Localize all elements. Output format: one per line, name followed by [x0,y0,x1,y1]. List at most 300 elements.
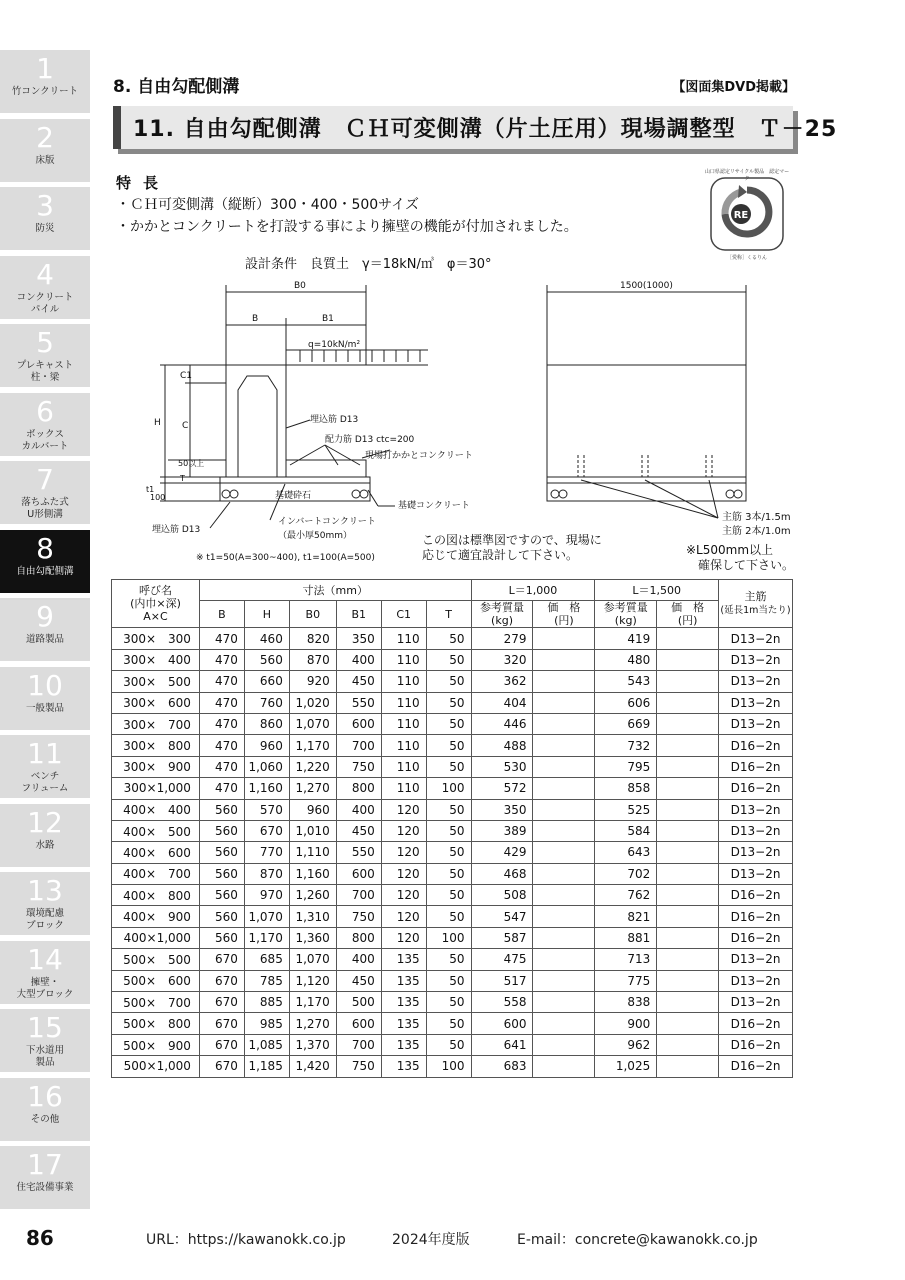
table-cell: 450 [336,970,381,991]
table-cell: D16−2n [719,1034,793,1055]
table-cell [657,970,719,991]
table-cell: 1,260 [289,885,336,906]
chapter-tab-label: 水路 [35,839,55,851]
table-cell: 460 [244,628,289,649]
table-cell: 560 [199,885,244,906]
chapter-tab-number: 13 [27,874,63,907]
table-cell: 560 [199,927,244,948]
table-cell: 700 [336,1034,381,1055]
table-cell [533,778,595,799]
table-cell: D13−2n [719,820,793,841]
table-cell: D13−2n [719,970,793,991]
standard-drawing-note: この図は標準図ですので、現場に 応じて適宜設計して下さい。 [422,533,602,562]
table-cell: 858 [595,778,657,799]
chapter-tab-9[interactable] [0,598,90,661]
table-cell: 50 [426,906,471,927]
table-cell: D13−2n [719,713,793,734]
table-cell: 50 [426,671,471,692]
table-row [112,713,793,734]
table-cell: 702 [595,863,657,884]
chapter-tab-label: 床版 [35,154,55,166]
table-cell [657,949,719,970]
table-cell: 820 [289,628,336,649]
table-cell: 885 [244,992,289,1013]
table-cell [533,863,595,884]
table-cell: 419 [595,628,657,649]
label-invert-min: （最小厚50mm） [278,531,352,541]
table-cell: 470 [199,713,244,734]
cell-name: 300× 900 [112,756,200,777]
table-cell: 100 [426,778,471,799]
table-cell: D13−2n [719,863,793,884]
table-cell: 135 [381,1034,426,1055]
table-cell [533,692,595,713]
table-cell: 50 [426,970,471,991]
chapter-tab-label: コンクリート パイル [16,291,74,315]
table-cell: 135 [381,1056,426,1077]
label-main-bar-2: 主筋 2本/1.0m [722,526,791,537]
table-cell: D13−2n [719,799,793,820]
table-cell: 1,185 [244,1056,289,1077]
table-row [112,628,793,649]
label-embed-bottom: 埋込筋 D13 [152,525,201,535]
chapter-tab-17[interactable] [0,1146,90,1209]
l500-note: ※L500mm以上 確保して下さい。 [686,543,795,572]
table-row [112,735,793,756]
table-cell: 110 [381,713,426,734]
table-cell: 446 [471,713,533,734]
table-row [112,1034,793,1055]
label-length: 1500(1000) [620,281,673,291]
table-cell: 1,060 [244,756,289,777]
table-cell: 560 [199,842,244,863]
chapter-tab-13[interactable] [0,872,90,935]
table-cell [533,906,595,927]
table-cell: 525 [595,799,657,820]
header-price-1000: 価 格 (円) [533,601,595,628]
table-cell: 775 [595,970,657,991]
table-cell [657,1056,719,1077]
table-row [112,842,793,863]
table-cell: 400 [336,949,381,970]
table-cell: D13−2n [719,992,793,1013]
table-cell [657,628,719,649]
table-cell [657,735,719,756]
table-cell: 670 [199,970,244,991]
cell-name: 400× 800 [112,885,200,906]
table-cell: 50 [426,842,471,863]
header-l1000: L＝1,000 [471,580,595,601]
table-cell: 450 [336,820,381,841]
chapter-tab-number: 16 [27,1079,63,1113]
table-cell: 389 [471,820,533,841]
table-cell [657,1034,719,1055]
table-cell: 560 [244,649,289,670]
table-cell: 470 [199,671,244,692]
header-mass-1000: 参考質量 (kg) [471,601,533,628]
table-cell: 1,310 [289,906,336,927]
table-cell: 547 [471,906,533,927]
chapter-tab-label: 竹コンクリート [11,86,79,97]
chapter-tab-label: 擁壁・ 大型ブロック [16,976,74,1000]
table-cell: 508 [471,885,533,906]
table-cell: 838 [595,992,657,1013]
table-cell [657,885,719,906]
table-cell: 800 [336,927,381,948]
table-cell: 550 [336,692,381,713]
table-cell [533,735,595,756]
table-cell: 50 [426,649,471,670]
label-t1: t1 [146,485,155,494]
table-cell [657,799,719,820]
table-cell: 135 [381,992,426,1013]
table-cell: 762 [595,885,657,906]
table-row [112,992,793,1013]
chapter-tab-label: 一般製品 [25,702,64,714]
chapter-tab-label: 環境配慮 ブロック [25,908,64,931]
table-cell: 870 [289,649,336,670]
table-cell: D13−2n [719,671,793,692]
table-cell: D16−2n [719,927,793,948]
cell-name: 300× 400 [112,649,200,670]
cell-name: 400× 500 [112,820,200,841]
table-cell: 120 [381,927,426,948]
table-cell: 670 [199,1013,244,1034]
table-cell: 660 [244,671,289,692]
chapter-tab-number: 7 [36,463,54,496]
label-gravel: 基礎砕石 [275,491,312,501]
table-cell: 480 [595,649,657,670]
table-row [112,863,793,884]
table-cell: 700 [336,735,381,756]
table-cell [533,927,595,948]
table-cell: 50 [426,949,471,970]
table-cell: 700 [336,885,381,906]
table-cell: 1,025 [595,1056,657,1077]
table-row [112,671,793,692]
table-cell [657,992,719,1013]
table-cell [657,820,719,841]
chapter-tab-7[interactable] [0,461,90,524]
table-cell: 750 [336,1056,381,1077]
table-cell: 643 [595,842,657,863]
table-cell: 400 [336,799,381,820]
chapter-tab-label: 自由勾配側溝 [16,565,74,577]
table-cell: 1,170 [244,927,289,948]
table-cell: 1,220 [289,756,336,777]
table-cell [533,992,595,1013]
table-cell [533,820,595,841]
table-cell [533,970,595,991]
cell-name: 500× 800 [112,1013,200,1034]
table-cell: 470 [199,649,244,670]
table-cell [657,927,719,948]
features-heading: 特長 [116,174,171,192]
table-cell: 50 [426,863,471,884]
table-cell: 110 [381,671,426,692]
table-cell: 530 [471,756,533,777]
chapter-tab-number: 9 [36,600,54,633]
section-title: 8. 自由勾配側溝 [113,77,240,97]
table-cell: 110 [381,735,426,756]
table-cell: 962 [595,1034,657,1055]
table-cell [533,1056,595,1077]
table-row [112,1013,793,1034]
label-T: T [180,474,185,483]
table-cell: 50 [426,628,471,649]
chapter-tab-12[interactable] [0,804,90,867]
table-cell: 470 [199,778,244,799]
table-row [112,927,793,948]
table-cell: 470 [199,735,244,756]
chapter-tab-5[interactable] [0,324,90,387]
table-cell: 1,010 [289,820,336,841]
dvd-note: 【図面集DVD掲載】 [672,80,795,95]
label-main-bar-1: 主筋 3本/1.5m [722,512,791,523]
chapter-tab-label: その他 [30,1113,60,1125]
table-cell: D16−2n [719,778,793,799]
table-cell: 517 [471,970,533,991]
label-over50: 50以上 [178,459,205,468]
cell-name: 500× 500 [112,949,200,970]
table-cell: D16−2n [719,1013,793,1034]
cell-name: 400× 400 [112,799,200,820]
table-cell: 600 [471,1013,533,1034]
table-cell: D16−2n [719,885,793,906]
chapter-tab-label: 住宅設備事業 [16,1182,74,1193]
table-cell: 750 [336,756,381,777]
table-cell: 100 [426,927,471,948]
table-cell: 560 [199,820,244,841]
table-cell: 584 [595,820,657,841]
chapter-tab-number: 6 [36,394,54,428]
header-l1500: L＝1,500 [595,580,719,601]
table-cell: 600 [336,1013,381,1034]
table-cell: 120 [381,799,426,820]
chapter-tab-label: 落ちふた式 U形側溝 [21,497,69,520]
table-cell: 1,370 [289,1034,336,1055]
chapter-tab-16[interactable] [0,1078,90,1141]
table-row [112,778,793,799]
header-mass-1500: 参考質量 (kg) [595,601,657,628]
table-cell: 470 [199,692,244,713]
table-cell: D13−2n [719,649,793,670]
cell-name: 300× 800 [112,735,200,756]
table-cell: 135 [381,1013,426,1034]
label-base-conc: 基礎コンクリート [398,501,470,511]
table-cell: 821 [595,906,657,927]
label-C: C [182,421,189,431]
table-cell: 50 [426,799,471,820]
table-cell [533,1034,595,1055]
table-cell: 470 [199,756,244,777]
header-col-B0: B0 [289,601,336,628]
table-cell [533,842,595,863]
table-cell [533,949,595,970]
footer-email: E-mail：concrete@kawanokk.co.jp [517,1232,758,1248]
table-cell: 669 [595,713,657,734]
table-cell: 550 [336,842,381,863]
table-cell: 606 [595,692,657,713]
table-cell: 1,110 [289,842,336,863]
table-cell: 1,160 [289,863,336,884]
table-cell: 670 [199,1034,244,1055]
label-B: B [252,314,259,324]
table-cell: 1,420 [289,1056,336,1077]
chapter-tab-number: 2 [36,120,54,154]
table-cell: 1,070 [289,713,336,734]
chapter-tab-4[interactable] [0,256,90,319]
table-cell: 685 [244,949,289,970]
table-cell: 1,085 [244,1034,289,1055]
table-cell: 50 [426,735,471,756]
table-cell: 920 [289,671,336,692]
table-row [112,906,793,927]
table-cell: 670 [199,1056,244,1077]
table-cell: 450 [336,671,381,692]
table-cell [533,1013,595,1034]
chapter-tab-6[interactable] [0,393,90,456]
table-cell: 860 [244,713,289,734]
table-cell: 350 [336,628,381,649]
table-row [112,885,793,906]
table-cell [657,906,719,927]
table-cell: 732 [595,735,657,756]
chapter-tab-label: 下水道用 製品 [25,1045,64,1068]
cell-name: 500× 700 [112,992,200,1013]
label-invert: インバートコンクリート [278,517,376,527]
table-cell: 960 [244,735,289,756]
table-cell: 641 [471,1034,533,1055]
chapter-tab-number: 8 [36,531,54,565]
table-cell [533,885,595,906]
chapter-tab-number: 15 [27,1011,63,1044]
chapter-tab-2[interactable] [0,119,90,182]
design-condition: 設計条件 良質土 γ＝18kN/㎥ φ＝30° [245,257,492,272]
cell-name: 500× 900 [112,1034,200,1055]
label-100: 100 [150,493,166,502]
header-col-B1: B1 [336,601,381,628]
chapter-tab-8[interactable] [0,530,90,593]
table-cell [533,671,595,692]
label-B0: B0 [294,281,306,291]
chapter-tab-3[interactable] [0,187,90,250]
chapter-tab-label: 防災 [35,223,55,234]
chapter-tab-15[interactable] [0,1009,90,1072]
chapter-tab-11[interactable] [0,735,90,798]
label-C1: C1 [180,371,193,381]
table-cell: 670 [244,820,289,841]
table-cell: 670 [199,992,244,1013]
table-cell: 468 [471,863,533,884]
header-name: 呼び名 (内巾×深) A×C [112,580,200,628]
table-cell [533,649,595,670]
table-cell: 795 [595,756,657,777]
chapter-tab-14[interactable] [0,941,90,1004]
product-title-bar [113,106,838,149]
table-cell: D16−2n [719,735,793,756]
table-cell: D13−2n [719,949,793,970]
table-cell: 279 [471,628,533,649]
product-title: 11. 自由勾配側溝 ＣＨ可変側溝（片土圧用）現場調整型 Ｔ－25 [133,117,838,142]
table-cell: 50 [426,756,471,777]
cell-name: 400×1,000 [112,927,200,948]
table-cell: 600 [336,863,381,884]
table-row [112,949,793,970]
cell-name: 300× 500 [112,671,200,692]
table-cell: 770 [244,842,289,863]
header-col-B: B [199,601,244,628]
recycle-certification-mark: 山口県認定リサイクル製品 認定マーク RE ［愛称］くるりん [704,169,790,261]
cell-name: 300× 700 [112,713,200,734]
table-cell: 572 [471,778,533,799]
table-cell: 135 [381,970,426,991]
table-cell: 543 [595,671,657,692]
table-cell [533,799,595,820]
table-cell: 1,170 [289,992,336,1013]
label-q: q=10kN/m² [308,340,361,350]
table-cell: 470 [199,628,244,649]
table-cell: 670 [199,949,244,970]
table-cell: 881 [595,927,657,948]
table-cell: 120 [381,906,426,927]
table-cell: 120 [381,842,426,863]
table-cell: 570 [244,799,289,820]
table-cell: 1,120 [289,970,336,991]
page-number: 86 [26,1226,54,1250]
table-cell: 362 [471,671,533,692]
chapter-tab-number: 17 [27,1148,63,1181]
header-col-T: T [426,601,471,628]
table-cell: 785 [244,970,289,991]
chapter-tab-number: 14 [27,942,63,976]
table-cell: D16−2n [719,906,793,927]
chapter-tab-10[interactable] [0,667,90,730]
table-row [112,756,793,777]
table-row [112,649,793,670]
header-dims: 寸法（mm） [199,580,471,601]
cell-name: 500×1,000 [112,1056,200,1077]
table-cell: 683 [471,1056,533,1077]
footer-url: URL：https://kawanokk.co.jp [146,1232,346,1248]
header-col-H: H [244,601,289,628]
table-cell [657,713,719,734]
table-row [112,970,793,991]
table-row [112,1056,793,1077]
label-dist-bar: 配力筋 D13 ctc=200 [325,435,415,445]
table-cell [657,756,719,777]
table-cell: 50 [426,885,471,906]
table-cell: 560 [199,863,244,884]
table-cell: 713 [595,949,657,970]
chapter-tab-number: 1 [36,52,54,85]
table-cell [533,628,595,649]
table-cell: 429 [471,842,533,863]
cell-name: 400× 700 [112,863,200,884]
cell-name: 400× 600 [112,842,200,863]
table-cell: 320 [471,649,533,670]
header-col-C1: C1 [381,601,426,628]
table-cell: 760 [244,692,289,713]
table-cell [657,842,719,863]
table-cell: 560 [199,906,244,927]
table-cell: 985 [244,1013,289,1034]
table-cell: 350 [471,799,533,820]
label-embed-top: 埋込筋 D13 [310,415,359,425]
table-cell: 600 [336,713,381,734]
chapter-tab-1[interactable] [0,50,90,113]
table-cell [657,863,719,884]
